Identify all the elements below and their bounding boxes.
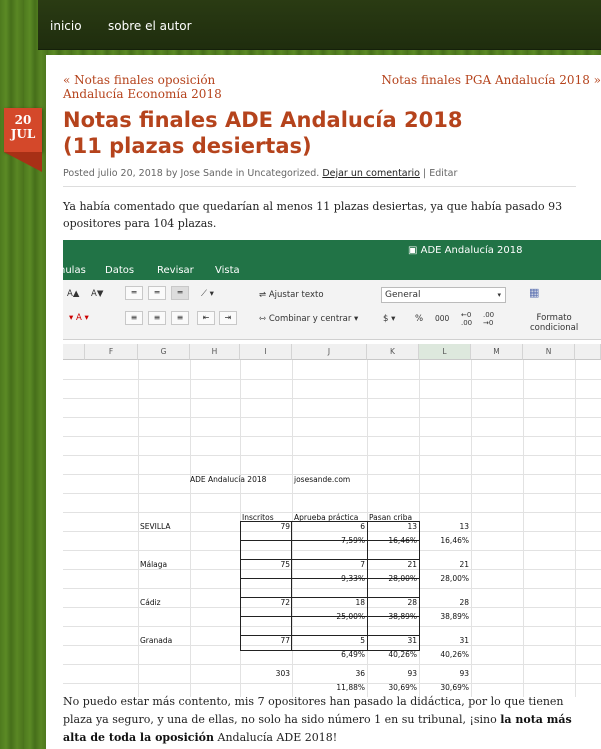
header-cell: Inscritos bbox=[242, 513, 274, 522]
date-badge bbox=[4, 108, 42, 152]
value-cell: 6 bbox=[360, 522, 365, 531]
paragraph-text: Andalucía ADE 2018! bbox=[214, 731, 338, 744]
align-top-icon: ═ bbox=[125, 286, 143, 300]
top-navigation bbox=[38, 0, 601, 50]
edit-link[interactable]: | Editar bbox=[423, 168, 458, 179]
value-cell: 28,00% bbox=[388, 574, 417, 583]
gridline bbox=[63, 436, 601, 437]
gridline bbox=[63, 664, 601, 665]
indent-increase-icon: ⇥ bbox=[219, 311, 237, 325]
align-right-icon: ≡ bbox=[171, 311, 189, 325]
date-day: 20 bbox=[14, 113, 32, 127]
region-name: Cádiz bbox=[140, 598, 161, 607]
value-cell: 40,26% bbox=[388, 650, 417, 659]
value-cell: 9,33% bbox=[341, 574, 365, 583]
decimal-increase-icon: ←0 .00 bbox=[461, 311, 473, 327]
paragraph-bold-text: la nota más alta de toda la oposición bbox=[63, 713, 572, 744]
divider bbox=[63, 186, 576, 187]
value-cell: 79 bbox=[280, 522, 290, 531]
value-cell: 7,59% bbox=[341, 536, 365, 545]
total-cell: 30,69% bbox=[440, 683, 469, 692]
decimal-decrease-icon: .00 →0 bbox=[483, 311, 495, 327]
value-cell: 75 bbox=[280, 560, 290, 569]
value-cell: 21 bbox=[459, 560, 469, 569]
merge-center-button: ⇿ Combinar y centrar ▾ bbox=[259, 314, 359, 324]
value-cell: 28 bbox=[459, 598, 469, 607]
font-color-icon: ▾ A ▾ bbox=[69, 313, 89, 323]
gridline bbox=[63, 379, 601, 380]
gridline bbox=[138, 360, 139, 697]
value-cell: 6,49% bbox=[341, 650, 365, 659]
date-month: JUL bbox=[10, 127, 36, 141]
total-cell: 36 bbox=[355, 669, 365, 678]
wrap-text-button: ⇌ Ajustar texto bbox=[259, 290, 324, 300]
total-cell: 93 bbox=[459, 669, 469, 678]
currency-icon: $ ▾ bbox=[383, 314, 396, 324]
ribbon-tab: nulas bbox=[59, 265, 86, 276]
font-size-up-button: A▲ bbox=[67, 289, 80, 299]
font-size-down-button: A▼ bbox=[91, 289, 104, 299]
post-meta bbox=[63, 168, 457, 179]
total-cell: 30,69% bbox=[388, 683, 417, 692]
gridline bbox=[523, 360, 524, 697]
value-cell: 31 bbox=[407, 636, 417, 645]
value-cell: 13 bbox=[407, 522, 417, 531]
ribbon-tab: Datos bbox=[105, 265, 135, 276]
gridline bbox=[63, 417, 601, 418]
spreadsheet-grid bbox=[63, 344, 601, 697]
column-header: F bbox=[85, 344, 138, 360]
excel-title-bar bbox=[59, 240, 601, 280]
value-cell: 16,46% bbox=[388, 536, 417, 545]
column-header bbox=[575, 344, 601, 360]
post-paragraph-2 bbox=[63, 693, 583, 747]
align-left-icon: ≡ bbox=[125, 311, 143, 325]
post-content bbox=[46, 55, 601, 749]
value-cell: 38,89% bbox=[440, 612, 469, 621]
conditional-format-button: Formato condicional bbox=[530, 313, 579, 333]
gridline bbox=[190, 360, 191, 697]
column-header: N bbox=[523, 344, 575, 360]
column-header: L bbox=[419, 344, 471, 360]
post-meta-text: Posted julio 20, 2018 by Jose Sande in Uncategorized. bbox=[63, 168, 320, 179]
paragraph-text: No puedo estar más contento, mis 7 opositores han pasado la didáctica, por lo que tienen plaza ya seguro, y una de ellas, no solo ha sido número 1 en su tribunal, ¡sino bbox=[63, 695, 564, 726]
column-header: I bbox=[240, 344, 292, 360]
value-cell: 18 bbox=[355, 598, 365, 607]
value-cell: 38,89% bbox=[388, 612, 417, 621]
gridline bbox=[63, 398, 601, 399]
number-format-dropdown: General ▾ bbox=[381, 287, 506, 303]
value-cell: 21 bbox=[407, 560, 417, 569]
nav-home-link[interactable]: inicio bbox=[50, 19, 82, 33]
column-header: G bbox=[138, 344, 190, 360]
ribbon-tab: Revisar bbox=[157, 265, 194, 276]
previous-post-link[interactable]: « Notas finales oposición Andalucía Economía 2018 bbox=[63, 73, 222, 101]
percent-button: % bbox=[415, 314, 424, 324]
sheet-title-cell: ADE Andalucía 2018 bbox=[190, 475, 267, 484]
total-cell: 93 bbox=[407, 669, 417, 678]
value-cell: 72 bbox=[280, 598, 290, 607]
gridline bbox=[471, 360, 472, 697]
value-cell: 28 bbox=[407, 598, 417, 607]
header-cell: Pasan criba bbox=[369, 513, 413, 522]
thousands-button: 000 bbox=[435, 314, 450, 323]
total-cell: 11,88% bbox=[336, 683, 365, 692]
region-name: Granada bbox=[140, 636, 173, 645]
value-cell: 5 bbox=[360, 636, 365, 645]
column-header: M bbox=[471, 344, 523, 360]
total-cell: 303 bbox=[275, 669, 290, 678]
excel-screenshot bbox=[59, 240, 601, 697]
excel-window-title: ▣ ADE Andalucía 2018 bbox=[408, 245, 523, 256]
column-header bbox=[63, 344, 85, 360]
nav-about-link[interactable]: sobre el autor bbox=[108, 19, 192, 33]
ribbon-tab: Vista bbox=[215, 265, 240, 276]
value-cell: 13 bbox=[459, 522, 469, 531]
next-post-link[interactable]: Notas finales PGA Andalucía 2018 » bbox=[381, 73, 601, 87]
gridline bbox=[575, 360, 576, 697]
column-header: H bbox=[190, 344, 240, 360]
align-center-icon: ≡ bbox=[148, 311, 166, 325]
gridline bbox=[63, 493, 601, 494]
gridline bbox=[63, 455, 601, 456]
orientation-icon: ⟋ ▾ bbox=[201, 289, 214, 299]
post-title[interactable]: Notas finales ADE Andalucía 2018 (11 plazas desiertas) bbox=[63, 108, 463, 158]
indent-decrease-icon: ⇤ bbox=[197, 311, 215, 325]
region-name: Málaga bbox=[140, 560, 168, 569]
value-cell: 40,26% bbox=[440, 650, 469, 659]
region-name: SEVILLA bbox=[140, 522, 171, 531]
align-middle-icon: ═ bbox=[148, 286, 166, 300]
column-header: K bbox=[367, 344, 419, 360]
value-cell: 7 bbox=[360, 560, 365, 569]
column-header: J bbox=[292, 344, 367, 360]
excel-ribbon bbox=[63, 280, 601, 340]
value-cell: 16,46% bbox=[440, 536, 469, 545]
post-paragraph-1: Ya había comentado que quedarían al menos 11 plazas desiertas, ya que había pasado 93 opositores para 104 plazas. bbox=[63, 200, 563, 230]
value-cell: 25,00% bbox=[336, 612, 365, 621]
align-bottom-icon: ═ bbox=[171, 286, 189, 300]
conditional-format-icon: ▦ bbox=[529, 286, 540, 299]
value-cell: 31 bbox=[459, 636, 469, 645]
site-cell: josesande.com bbox=[294, 475, 351, 484]
leave-comment-link[interactable]: Dejar un comentario bbox=[322, 168, 420, 179]
value-cell: 28,00% bbox=[440, 574, 469, 583]
value-cell: 77 bbox=[280, 636, 290, 645]
header-cell: Aprueba práctica bbox=[294, 513, 359, 522]
